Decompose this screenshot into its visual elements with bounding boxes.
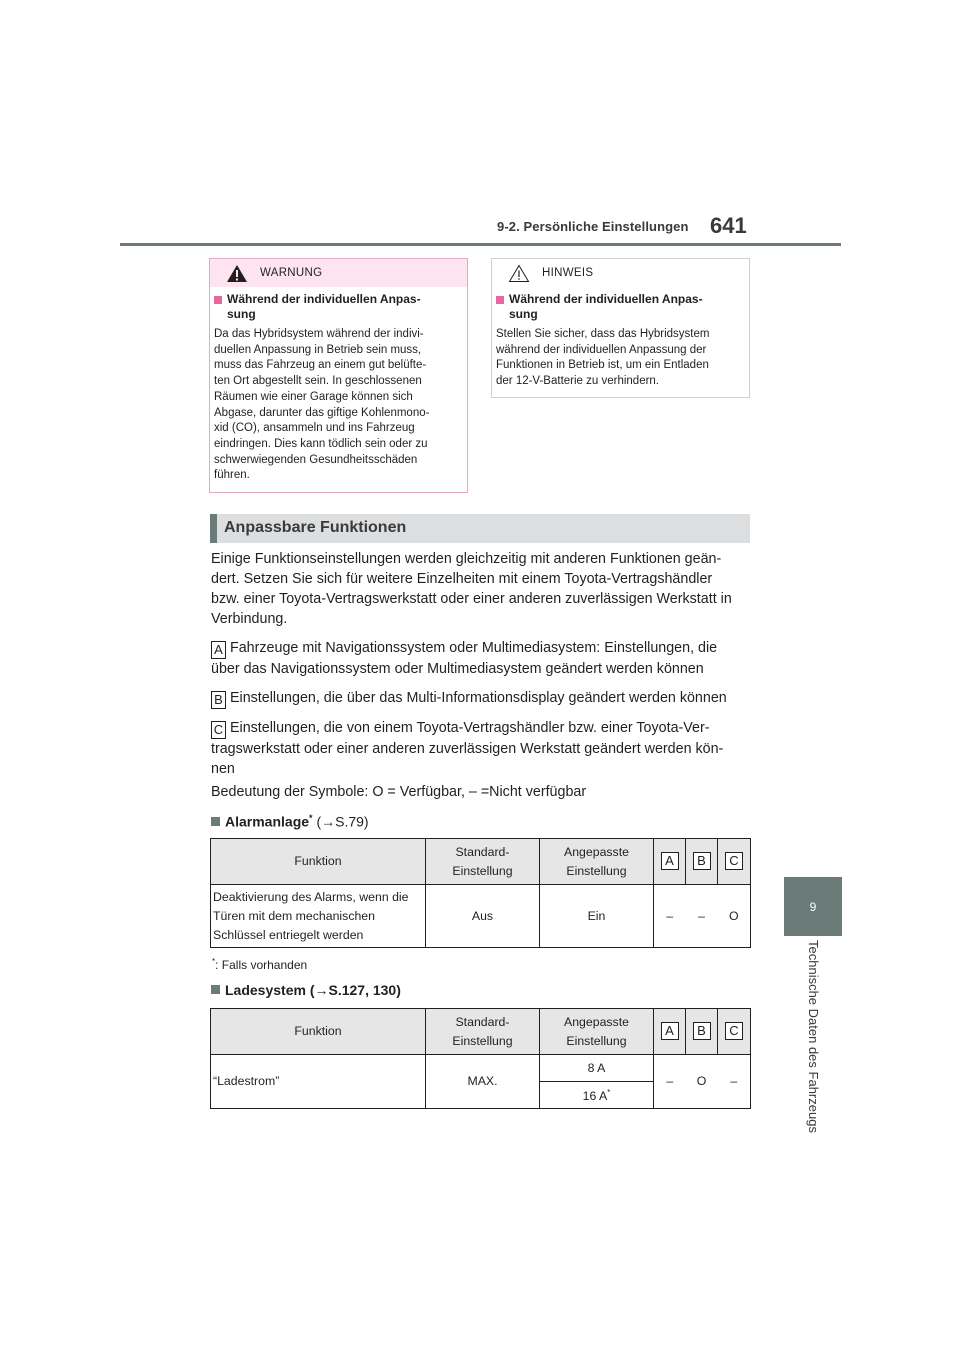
header-b: B: [686, 839, 718, 885]
alarm-title-star: *: [309, 813, 313, 823]
charging-ref: (→S.127, 130): [309, 982, 401, 998]
chapter-number: 9: [809, 899, 817, 914]
warning-line: Räumen wie einer Garage können sich: [214, 390, 413, 403]
warning-line: führen.: [214, 469, 250, 482]
intro-line: dert. Setzen Sie sich für weitere Einzelheiten mit einem Toyota-Vertragshändler: [211, 571, 713, 587]
intro-line: Einige Funktionseinstellungen werden gleichzeitig mit anderen Funktionen geän-: [211, 551, 722, 567]
legend-a-text-2: über das Navigationssystem oder Multimediasystem geändert werden können: [211, 661, 704, 677]
note-body: [496, 327, 709, 390]
warning-subtitle-2: sung: [227, 307, 256, 321]
header-b: B: [686, 1009, 718, 1055]
header-standard: Standard- Einstellung: [426, 839, 540, 885]
cell-custom-2: 16 A*: [540, 1082, 654, 1109]
subsection-bullet-icon: [211, 817, 220, 826]
chapter-title: Technische Daten des Fahrzeugs: [806, 940, 821, 1133]
charging-heading: [211, 982, 401, 998]
alarm-ref: (→S.79): [316, 813, 369, 830]
legend-c-text-1: Einstellungen, die von einem Toyota-Vertragshändler bzw. einer Toyota-Ver-: [230, 720, 710, 736]
note-title: HINWEIS: [542, 267, 594, 279]
note-subtitle-1: Während der individuellen Anpas-: [509, 292, 703, 306]
warning-line: Da das Hybridsystem während der indivi-: [214, 328, 424, 340]
intro-paragraph: [211, 549, 732, 629]
header-function: Funktion: [211, 1009, 426, 1055]
legend-c-text-3: nen: [211, 761, 235, 777]
note-line: während der individuellen Anpassung der: [496, 343, 707, 356]
cell-a: –: [654, 885, 686, 948]
warning-bullet-icon: [214, 296, 222, 304]
cell-standard: Aus: [426, 885, 540, 948]
cell-standard: MAX.: [426, 1055, 540, 1109]
alarm-table: [210, 838, 751, 948]
note-line: der 12-V-Batterie zu verhindern.: [496, 375, 660, 388]
warning-line: eindringen. Dies kann tödlich sein oder zu: [214, 437, 428, 450]
header-standard: Standard- Einstellung: [426, 1009, 540, 1055]
cell-custom-1: 8 A: [540, 1055, 654, 1082]
warning-body: [214, 327, 429, 484]
legend-c: [211, 718, 723, 779]
cell-c: –: [718, 1055, 751, 1109]
legend-b-box: B: [211, 691, 226, 709]
legend-c-text-2: tragswerkstatt oder einer anderen zuverlässigen Werkstatt geändert werden kön-: [211, 741, 724, 757]
intro-line: Verbindung.: [211, 611, 288, 627]
footnote: *: Falls vorhanden: [212, 957, 308, 972]
intro-line: bzw. einer Toyota-Vertragswerkstatt oder einer anderen zuverlässigen Werkstatt in: [211, 591, 732, 607]
warning-line: xid (CO), ansammeln und ins Fahrzeug: [214, 422, 415, 435]
table-row: [211, 1055, 751, 1082]
chapter-tab: [784, 877, 842, 936]
note-subtitle-2: sung: [509, 307, 538, 321]
header-custom: Angepasste Einstellung: [540, 839, 654, 885]
legend-b-text-1: Einstellungen, die über das Multi-Informationsdisplay geändert werden können: [230, 690, 727, 706]
alarm-title: Alarmanlage: [225, 813, 310, 830]
cell-b: –: [686, 885, 718, 948]
page-number: 641: [710, 213, 747, 238]
table-row: [211, 885, 751, 948]
header-a: A: [654, 1009, 686, 1055]
charging-title: Ladesystem: [225, 982, 306, 998]
legend-a: [211, 638, 717, 679]
warning-line: muss das Fahrzeug an einem gut belüfte-: [214, 359, 427, 372]
charging-table: [210, 1008, 751, 1109]
table-header-row: [211, 839, 751, 885]
warning-box: [209, 258, 468, 493]
warning-header: [210, 259, 467, 287]
section-heading: [210, 514, 750, 543]
note-bullet-icon: [496, 296, 504, 304]
header-rule: [120, 243, 841, 246]
section-title: 9-2. Persönliche Einstellungen: [497, 219, 689, 234]
symbols-legend: Bedeutung der Symbole: O = Verfügbar, – =Nicht verfügbar: [211, 784, 587, 800]
legend-b: [211, 688, 727, 709]
cell-a: –: [654, 1055, 686, 1109]
note-header: [492, 259, 749, 287]
section-heading-bar: [210, 514, 217, 543]
header-custom: Angepasste Einstellung: [540, 1009, 654, 1055]
alarm-heading: [211, 813, 369, 830]
header-c: C: [718, 839, 751, 885]
cell-function: Deaktivierung des Alarms, wenn die Türen mit dem mechanischen Schlüssel entriegelt werden: [211, 885, 426, 948]
legend-c-box: C: [211, 721, 226, 739]
header-c: C: [718, 1009, 751, 1055]
warning-line: Abgase, darunter das giftige Kohlenmono-: [214, 406, 430, 419]
subsection-bullet-icon: [211, 985, 220, 994]
warning-line: schwerwiegenden Gesundheitsschäden: [214, 453, 418, 466]
note-line: Stellen Sie sicher, dass das Hybridsystem: [496, 328, 710, 340]
warning-title: WARNUNG: [260, 267, 323, 279]
chapter-side-label: [800, 940, 830, 1150]
section-heading-text: Anpassbare Funktionen: [224, 519, 407, 536]
note-line: Funktionen in Betrieb ist, um ein Entladen: [496, 359, 709, 372]
cell-c: O: [718, 885, 751, 948]
warning-line: duellen Anpassung in Betrieb sein muss,: [214, 343, 422, 356]
note-box: [491, 258, 750, 398]
header-a: A: [654, 839, 686, 885]
cell-b: O: [686, 1055, 718, 1109]
cell-custom: Ein: [540, 885, 654, 948]
cell-function: “Ladestrom”: [211, 1055, 426, 1109]
legend-a-text-1: Fahrzeuge mit Navigationssystem oder Multimediasystem: Einstellungen, die: [230, 640, 718, 656]
warning-line: ten Ort abgestellt sein. In geschlossenen: [214, 375, 422, 388]
header-function: Funktion: [211, 839, 426, 885]
caution-triangle-icon: [508, 264, 530, 283]
warning-subtitle-1: Während der individuellen Anpas-: [227, 292, 421, 306]
legend-a-box: A: [211, 641, 226, 659]
warning-triangle-icon: [226, 264, 248, 283]
table-header-row: [211, 1009, 751, 1055]
